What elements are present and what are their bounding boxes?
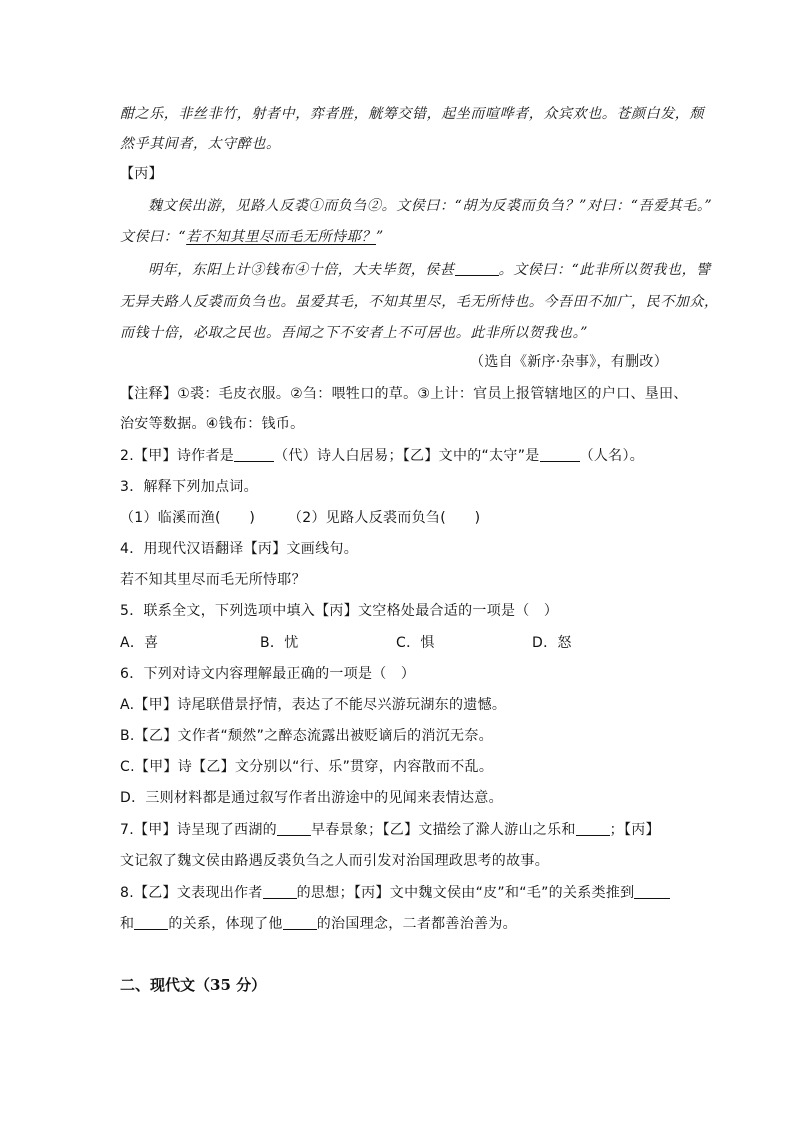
answer-blank[interactable] xyxy=(234,447,274,462)
passage-bing-heading: 【丙】 xyxy=(120,166,163,182)
question-5-option-a[interactable]: A．喜 xyxy=(120,635,159,651)
notes-line-1: 【注释】①裘：毛皮衣服。②刍：喂牲口的草。③上计：官员上报管辖地区的户口、垦田、 xyxy=(120,386,688,402)
answer-blank[interactable] xyxy=(455,261,499,276)
passage-bing-p2-line-1-suffix: 。文侯曰：“此非所以贺我也，譬 xyxy=(498,262,711,278)
question-5-option-c[interactable]: C．惧 xyxy=(396,635,435,651)
passage-source: （选自《新序·杂事》，有删改） xyxy=(470,354,668,370)
passage-bing-p2-line-3: 而钱十倍，必取之民也。吾闻之下不安者上不可居也。此非所以贺我也。” xyxy=(120,325,588,341)
passage-bing-p2-line-2: 无异夫路人反裘而负刍也。虽爱其毛，不知其里尽，毛无所恃也。今吾田不加广，民不加众， xyxy=(120,294,719,310)
answer-blank[interactable] xyxy=(283,915,317,930)
question-5: 5．联系全文，下列选项中填入【丙】文空格处最合适的一项是（ ） xyxy=(120,603,559,619)
question-5-option-b[interactable]: B．忧 xyxy=(260,635,299,651)
question-2-part-b: （代）诗人白居易；【乙】文中的“太守”是 xyxy=(274,448,540,464)
question-4: 4．用现代汉语翻译【丙】文画线句。 xyxy=(120,541,359,557)
question-3-item-2: （2）见路人反裘而负刍( ) xyxy=(288,510,481,526)
question-6: 6．下列对诗文内容理解最正确的一项是（ ） xyxy=(120,666,416,682)
question-6-option-d[interactable]: D．三则材料都是通过叙写作者出游途中的见闻来表情达意。 xyxy=(120,790,503,806)
notes-line-2: 治安等数据。④钱布：钱币。 xyxy=(120,416,305,432)
question-6-option-a[interactable]: A.【甲】诗尾联借景抒情，表达了不能尽兴游玩湖东的遗憾。 xyxy=(120,697,507,713)
question-2-part-c: （人名）。 xyxy=(579,448,645,464)
answer-blank[interactable] xyxy=(634,884,670,899)
question-7-line-2: 文记叙了魏文侯由路遇反裘负刍之人而引发对治国理政思考的故事。 xyxy=(120,853,549,869)
question-8-line-2-part-b: 的关系，体现了他 xyxy=(168,916,283,932)
passage-bing-p1-line-2 xyxy=(120,227,384,247)
passage-bing-p2-line-1-prefix: 明年，东阳上计③钱布④十倍，大夫毕贺，侯甚 xyxy=(148,262,455,278)
passage-yi-line-1: 酣之乐，非丝非竹，射者中，弈者胜，觥筹交错，起坐而喧哗者，众宾欢也。苍颜白发，颓 xyxy=(120,106,704,122)
question-5-option-d[interactable]: D．怒 xyxy=(532,635,572,651)
question-7-part-b: 早春景象；【乙】文描绘了滁人游山之乐和 xyxy=(310,822,576,838)
question-7-part-c: ；【丙】 xyxy=(609,822,660,838)
section-title: 二、现代文（35 分） xyxy=(120,976,267,994)
question-8-line-2-part-c: 的治国理念，二者都善治善为。 xyxy=(316,916,517,932)
question-2 xyxy=(120,446,644,466)
answer-blank[interactable] xyxy=(134,915,168,930)
question-7-line-1 xyxy=(120,820,660,840)
answer-blank[interactable] xyxy=(540,447,580,462)
passage-bing-p2-line-1 xyxy=(148,260,711,280)
question-2-part-a: 2.【甲】诗作者是 xyxy=(120,448,235,464)
answer-blank[interactable] xyxy=(277,821,311,836)
question-3-item-1: （1）临溪而渔( ) xyxy=(120,510,256,526)
underlined-sentence: 若不知其里尽而毛无所恃耶？ xyxy=(186,229,376,245)
passage-bing-p1-line-2-suffix: ” xyxy=(375,229,384,245)
passage-yi-line-2: 然乎其间者，太守醉也。 xyxy=(120,136,281,152)
answer-blank[interactable] xyxy=(263,884,297,899)
question-6-option-c[interactable]: C.【甲】诗【乙】文分别以“行、乐”贯穿，内容散而不乱。 xyxy=(120,759,494,775)
passage-bing-p1-line-2-prefix: 文侯曰：“ xyxy=(120,229,187,245)
question-8-line-2-part-a: 和 xyxy=(120,916,135,932)
question-8-line-2 xyxy=(120,914,517,934)
question-3-items xyxy=(120,508,680,528)
question-8-line-1 xyxy=(120,883,670,903)
question-4-sentence: 若不知其里尽而毛无所恃耶？ xyxy=(120,572,306,588)
question-3: 3．解释下列加点词。 xyxy=(120,479,258,495)
question-7-part-a: 7.【甲】诗呈现了西湖的 xyxy=(120,822,277,838)
question-6-option-b[interactable]: B.【乙】文作者“颓然”之醉态流露出被贬谪后的消沉无奈。 xyxy=(120,728,493,744)
passage-bing-p1-line-1: 魏文侯出游，见路人反裘①而负刍②。文侯曰：“胡为反裘而负刍？”对曰：“吾爱其毛。” xyxy=(148,198,713,214)
question-8-part-a: 8.【乙】文表现出作者 xyxy=(120,885,263,901)
question-8-part-b: 的思想；【丙】文中魏文侯由“皮”和“毛”的关系类推到 xyxy=(296,885,635,901)
answer-blank[interactable] xyxy=(576,821,610,836)
question-5-options xyxy=(120,633,680,653)
